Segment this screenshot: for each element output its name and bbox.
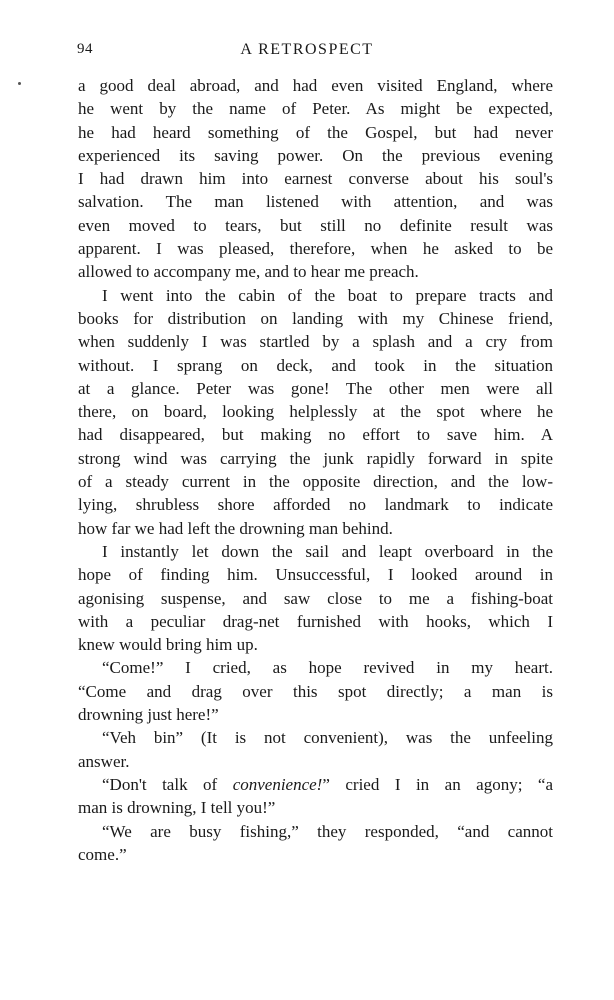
text-line: experienced its saving power. On the previous evening xyxy=(78,145,553,165)
text-line: come.” xyxy=(78,844,127,864)
text-line: “Come!” I cried, as hope revived in my heart. xyxy=(102,658,553,678)
text-line: a good deal abroad, and had even visited England, where xyxy=(78,76,553,95)
text-line: knew would bring him up. xyxy=(78,635,258,655)
text-line: “Come and drag over this spot directly; a man is xyxy=(78,681,553,701)
text-line: at a glance. Peter was gone! The other men were all xyxy=(78,378,553,398)
text-line: without. I sprang on deck, and took in the situation xyxy=(78,355,553,375)
text-line: agonising suspense, and saw close to me a fishing-boat xyxy=(78,588,553,608)
text-line: had disappeared, but making no effort to save him. A xyxy=(78,425,553,445)
text-line: man is drowning, I tell you!” xyxy=(78,798,276,818)
text-line: allowed to accompany me, and to hear me preach. xyxy=(78,262,419,282)
running-head: A RETROSPECT xyxy=(240,41,374,58)
text-line: there, on board, looking helplessly at the spot where he xyxy=(78,402,553,422)
text-line: even moved to tears, but still no definite result was xyxy=(78,215,553,235)
text-line: apparent. I was pleased, therefore, when he asked to be xyxy=(78,239,553,259)
text-line: I instantly let down the sail and leapt overboard in the xyxy=(102,541,553,561)
text-line: salvation. The man listened with attention, and was xyxy=(78,192,553,212)
text-line: how far we had left the drowning man behind. xyxy=(78,518,393,538)
text-segment: “Don't talk of xyxy=(102,774,233,794)
text-segment: ” cried I in an agony; “a xyxy=(322,774,554,794)
text-line: strong wind was carrying the junk rapidly forward in spite xyxy=(78,448,553,468)
body-text xyxy=(78,74,553,866)
stray-ink-mark xyxy=(18,82,21,85)
text-line: books for distribution on landing with my Chinese friend, xyxy=(78,308,553,328)
text-line: lying, shrubless shore afforded no landmark to indicate xyxy=(78,495,553,515)
text-line: he had heard something of the Gospel, but had never xyxy=(78,122,553,142)
text-line: of a steady current in the opposite direction, and the low- xyxy=(78,472,553,492)
text-line: I went into the cabin of the boat to prepare tracts and xyxy=(102,285,553,305)
text-line: with a peculiar drag-net furnished with hooks, which I xyxy=(78,611,553,631)
text-line: drowning just here!” xyxy=(78,705,219,725)
text-line: when suddenly I was startled by a splash and a cry from xyxy=(78,332,553,352)
emphasized-word: convenience! xyxy=(232,774,323,794)
text-line: he went by the name of Peter. As might be expected, xyxy=(78,99,553,119)
text-line: “Veh bin” (It is not convenient), was the unfeeling xyxy=(102,728,553,748)
page-number: 94 xyxy=(77,41,93,57)
text-line xyxy=(78,773,553,796)
text-line: hope of finding him. Unsuccessful, I looked around in xyxy=(78,565,553,585)
text-line: “We are busy fishing,” they responded, “and cannot xyxy=(102,821,553,841)
text-line: answer. xyxy=(78,751,130,771)
text-line: I had drawn him into earnest converse about his soul's xyxy=(78,169,553,189)
